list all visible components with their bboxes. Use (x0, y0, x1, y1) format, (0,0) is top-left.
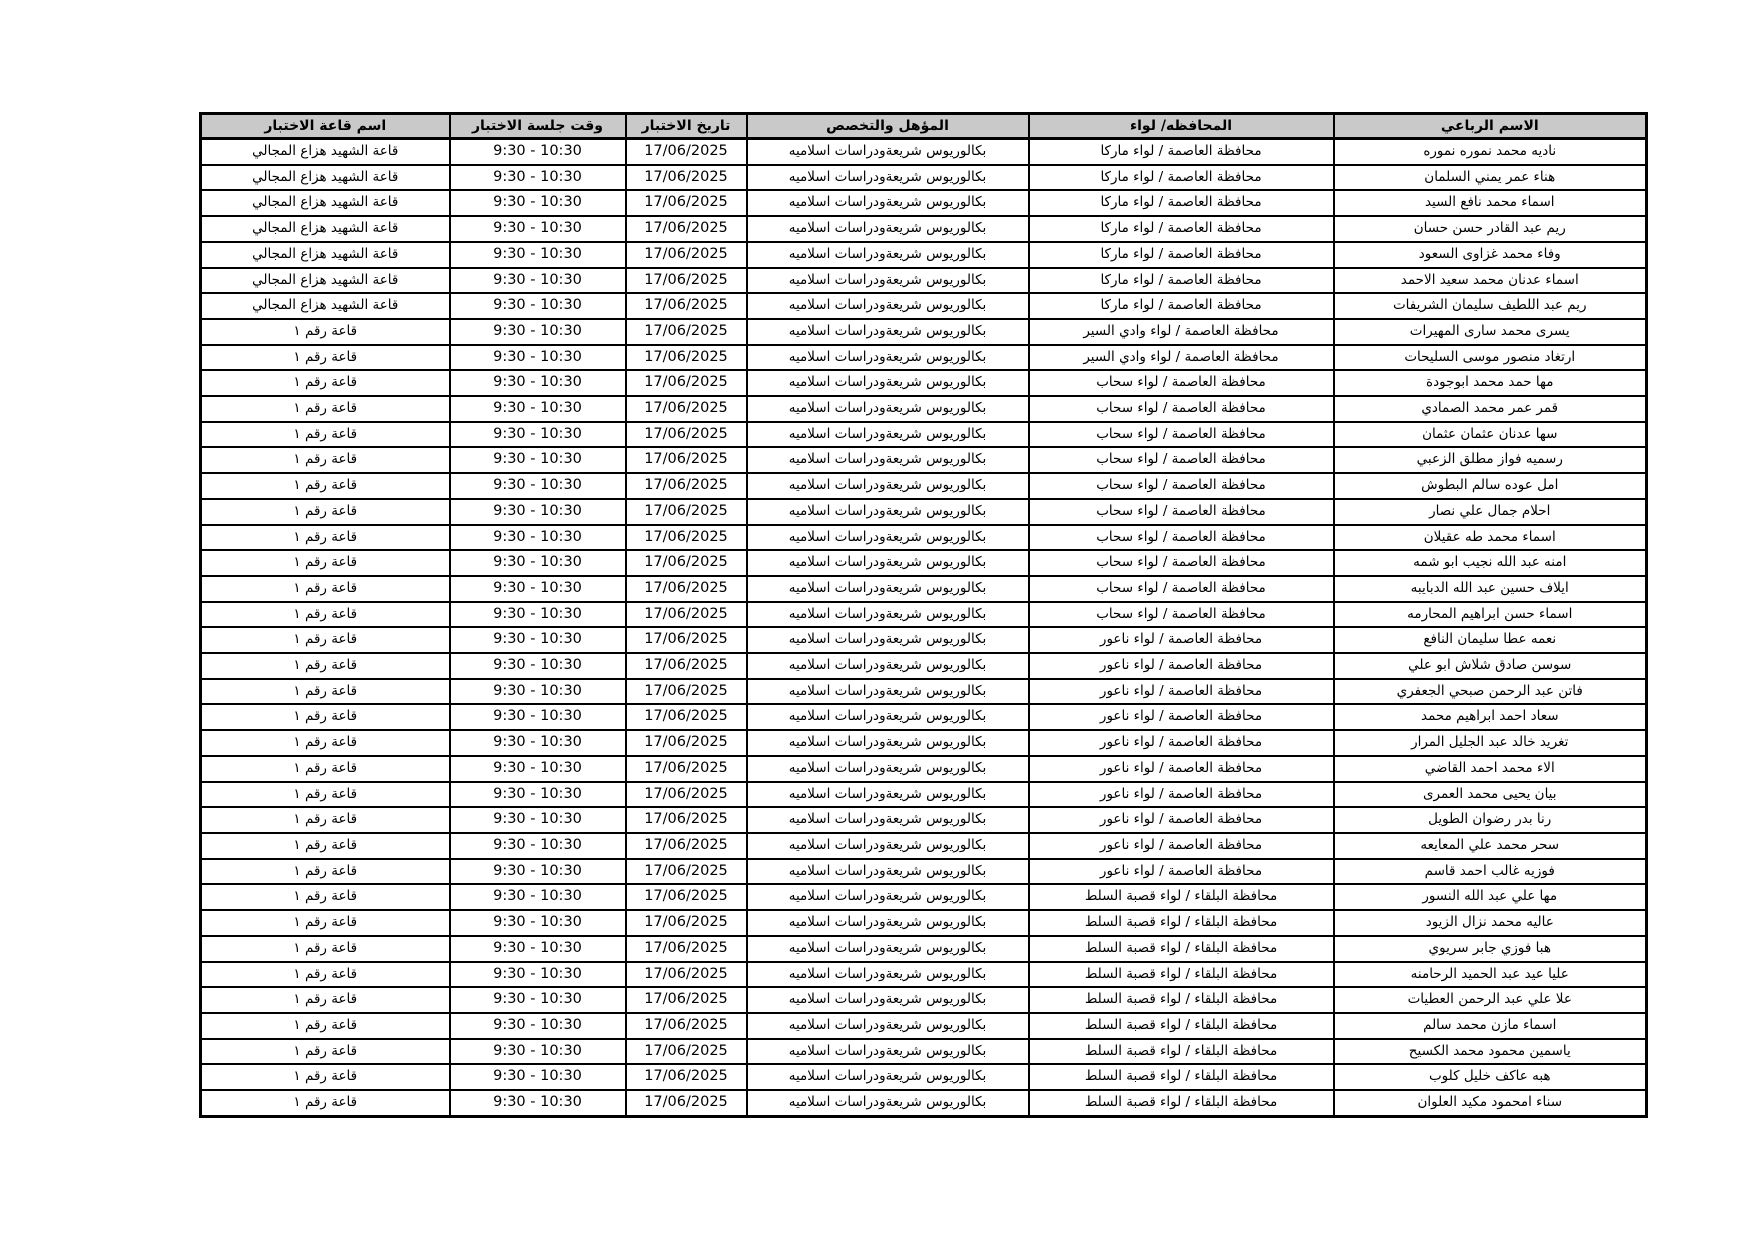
table-row (201, 345, 1647, 371)
cell-exam_time: 9:30 - 10:30 (450, 1090, 626, 1116)
cell-exam_time: 9:30 - 10:30 (450, 216, 626, 242)
cell-exam_hall: قاعة رقم ١ (201, 550, 450, 576)
cell-exam_date: 17/06/2025 (626, 165, 747, 191)
cell-governorate: محافظة البلقاء / لواء قصبة السلط (1029, 1064, 1334, 1090)
cell-governorate: محافظة العاصمة / لواء ماركا (1029, 293, 1334, 319)
cell-qualification: بكالوريوس شريعةودراسات اسلاميه (747, 1039, 1029, 1065)
cell-exam_hall: قاعة رقم ١ (201, 1013, 450, 1039)
cell-governorate: محافظة البلقاء / لواء قصبة السلط (1029, 884, 1334, 910)
cell-governorate: محافظة العاصمة / لواء سحاب (1029, 447, 1334, 473)
cell-governorate: محافظة العاصمة / لواء سحاب (1029, 525, 1334, 551)
cell-governorate: محافظة العاصمة / لواء سحاب (1029, 576, 1334, 602)
cell-exam_date: 17/06/2025 (626, 602, 747, 628)
cell-exam_date: 17/06/2025 (626, 679, 747, 705)
cell-exam_time: 9:30 - 10:30 (450, 1039, 626, 1065)
cell-governorate: محافظة العاصمة / لواء ناعور (1029, 807, 1334, 833)
cell-exam_time: 9:30 - 10:30 (450, 782, 626, 808)
table-row (201, 499, 1647, 525)
cell-exam_date: 17/06/2025 (626, 936, 747, 962)
column-header-governorate: المحافظه/ لواء (1029, 114, 1334, 139)
cell-exam_hall: قاعة رقم ١ (201, 319, 450, 345)
cell-exam_time: 9:30 - 10:30 (450, 1013, 626, 1039)
cell-exam_date: 17/06/2025 (626, 884, 747, 910)
cell-name: سعاد احمد ابراهيم محمد (1334, 704, 1647, 730)
cell-exam_time: 9:30 - 10:30 (450, 833, 626, 859)
cell-qualification: بكالوريوس شريعةودراسات اسلاميه (747, 190, 1029, 216)
cell-qualification: بكالوريوس شريعةودراسات اسلاميه (747, 345, 1029, 371)
cell-governorate: محافظة البلقاء / لواء قصبة السلط (1029, 987, 1334, 1013)
cell-exam_hall: قاعة رقم ١ (201, 987, 450, 1013)
cell-exam_time: 9:30 - 10:30 (450, 627, 626, 653)
cell-governorate: محافظة العاصمة / لواء ماركا (1029, 139, 1334, 165)
cell-name: هبه عاكف خليل كلوب (1334, 1064, 1647, 1090)
cell-exam_date: 17/06/2025 (626, 268, 747, 294)
cell-exam_date: 17/06/2025 (626, 1039, 747, 1065)
cell-qualification: بكالوريوس شريعةودراسات اسلاميه (747, 936, 1029, 962)
table-row (201, 653, 1647, 679)
cell-exam_hall: قاعة رقم ١ (201, 756, 450, 782)
cell-qualification: بكالوريوس شريعةودراسات اسلاميه (747, 782, 1029, 808)
cell-governorate: محافظة العاصمة / لواء سحاب (1029, 422, 1334, 448)
cell-governorate: محافظة العاصمة / لواء ماركا (1029, 190, 1334, 216)
cell-exam_hall: قاعة رقم ١ (201, 370, 450, 396)
cell-governorate: محافظة العاصمة / لواء سحاب (1029, 473, 1334, 499)
table-row (201, 242, 1647, 268)
cell-exam_hall: قاعة الشهيد هزاع المجالي (201, 190, 450, 216)
table-row (201, 165, 1647, 191)
table-row (201, 730, 1647, 756)
cell-name: ياسمين محمود محمد الكسيح (1334, 1039, 1647, 1065)
cell-exam_date: 17/06/2025 (626, 576, 747, 602)
table-row (201, 576, 1647, 602)
cell-exam_time: 9:30 - 10:30 (450, 807, 626, 833)
cell-exam_time: 9:30 - 10:30 (450, 242, 626, 268)
cell-name: ارتغاد منصور موسى السليحات (1334, 345, 1647, 371)
cell-governorate: محافظة العاصمة / لواء ماركا (1029, 242, 1334, 268)
cell-qualification: بكالوريوس شريعةودراسات اسلاميه (747, 756, 1029, 782)
cell-exam_hall: قاعة رقم ١ (201, 345, 450, 371)
cell-exam_hall: قاعة رقم ١ (201, 447, 450, 473)
cell-exam_hall: قاعة رقم ١ (201, 525, 450, 551)
cell-exam_hall: قاعة رقم ١ (201, 1090, 450, 1116)
cell-qualification: بكالوريوس شريعةودراسات اسلاميه (747, 242, 1029, 268)
cell-name: علا علي عبد الرحمن العطيات (1334, 987, 1647, 1013)
table-row (201, 602, 1647, 628)
cell-exam_hall: قاعة رقم ١ (201, 859, 450, 885)
table-row (201, 319, 1647, 345)
cell-name: سحر محمد علي المعايعه (1334, 833, 1647, 859)
table-row (201, 936, 1647, 962)
cell-qualification: بكالوريوس شريعةودراسات اسلاميه (747, 884, 1029, 910)
cell-governorate: محافظة البلقاء / لواء قصبة السلط (1029, 1039, 1334, 1065)
cell-exam_date: 17/06/2025 (626, 345, 747, 371)
cell-governorate: محافظة العاصمة / لواء وادي السير (1029, 345, 1334, 371)
cell-exam_date: 17/06/2025 (626, 319, 747, 345)
cell-exam_time: 9:30 - 10:30 (450, 525, 626, 551)
cell-exam_hall: قاعة رقم ١ (201, 653, 450, 679)
cell-governorate: محافظة البلقاء / لواء قصبة السلط (1029, 1090, 1334, 1116)
cell-qualification: بكالوريوس شريعةودراسات اسلاميه (747, 576, 1029, 602)
cell-exam_date: 17/06/2025 (626, 859, 747, 885)
table-header-row (201, 114, 1647, 139)
cell-name: فاتن عبد الرحمن صبحي الجعفري (1334, 679, 1647, 705)
cell-exam_time: 9:30 - 10:30 (450, 704, 626, 730)
table-row (201, 962, 1647, 988)
cell-name: اسماء مازن محمد سالم (1334, 1013, 1647, 1039)
cell-governorate: محافظة البلقاء / لواء قصبة السلط (1029, 962, 1334, 988)
cell-name: سناء امحمود مكيد العلوان (1334, 1090, 1647, 1116)
cell-exam_time: 9:30 - 10:30 (450, 884, 626, 910)
cell-name: اسماء حسن ابراهيم المحارمه (1334, 602, 1647, 628)
cell-name: سها عدنان عثمان عثمان (1334, 422, 1647, 448)
cell-governorate: محافظة البلقاء / لواء قصبة السلط (1029, 1013, 1334, 1039)
table-row (201, 216, 1647, 242)
cell-exam_date: 17/06/2025 (626, 1064, 747, 1090)
cell-exam_date: 17/06/2025 (626, 396, 747, 422)
column-header-exam_date: تاريخ الاختبار (626, 114, 747, 139)
table-row (201, 884, 1647, 910)
table-row (201, 293, 1647, 319)
cell-exam_time: 9:30 - 10:30 (450, 936, 626, 962)
cell-exam_time: 9:30 - 10:30 (450, 190, 626, 216)
cell-exam_hall: قاعة الشهيد هزاع المجالي (201, 293, 450, 319)
cell-governorate: محافظة العاصمة / لواء ناعور (1029, 833, 1334, 859)
cell-qualification: بكالوريوس شريعةودراسات اسلاميه (747, 807, 1029, 833)
table-row (201, 525, 1647, 551)
cell-name: رسميه فواز مطلق الزعبي (1334, 447, 1647, 473)
cell-exam_hall: قاعة رقم ١ (201, 422, 450, 448)
cell-exam_date: 17/06/2025 (626, 190, 747, 216)
cell-qualification: بكالوريوس شريعةودراسات اسلاميه (747, 910, 1029, 936)
cell-exam_time: 9:30 - 10:30 (450, 293, 626, 319)
cell-qualification: بكالوريوس شريعةودراسات اسلاميه (747, 499, 1029, 525)
cell-exam_time: 9:30 - 10:30 (450, 268, 626, 294)
cell-exam_date: 17/06/2025 (626, 962, 747, 988)
cell-qualification: بكالوريوس شريعةودراسات اسلاميه (747, 473, 1029, 499)
cell-governorate: محافظة العاصمة / لواء ناعور (1029, 782, 1334, 808)
cell-exam_date: 17/06/2025 (626, 139, 747, 165)
cell-exam_date: 17/06/2025 (626, 293, 747, 319)
table-row (201, 1090, 1647, 1116)
table-row (201, 447, 1647, 473)
cell-qualification: بكالوريوس شريعةودراسات اسلاميه (747, 216, 1029, 242)
cell-governorate: محافظة العاصمة / لواء ناعور (1029, 679, 1334, 705)
cell-exam_date: 17/06/2025 (626, 730, 747, 756)
cell-qualification: بكالوريوس شريعةودراسات اسلاميه (747, 1064, 1029, 1090)
column-header-name: الاسم الرباعي (1334, 114, 1647, 139)
cell-qualification: بكالوريوس شريعةودراسات اسلاميه (747, 165, 1029, 191)
cell-exam_hall: قاعة رقم ١ (201, 936, 450, 962)
column-header-qualification: المؤهل والتخصص (747, 114, 1029, 139)
table-row (201, 782, 1647, 808)
cell-exam_hall: قاعة رقم ١ (201, 910, 450, 936)
cell-qualification: بكالوريوس شريعةودراسات اسلاميه (747, 627, 1029, 653)
cell-exam_hall: قاعة رقم ١ (201, 962, 450, 988)
cell-exam_date: 17/06/2025 (626, 704, 747, 730)
cell-governorate: محافظة البلقاء / لواء قصبة السلط (1029, 936, 1334, 962)
cell-qualification: بكالوريوس شريعةودراسات اسلاميه (747, 730, 1029, 756)
cell-exam_date: 17/06/2025 (626, 370, 747, 396)
table-row (201, 833, 1647, 859)
cell-governorate: محافظة العاصمة / لواء سحاب (1029, 499, 1334, 525)
cell-qualification: بكالوريوس شريعةودراسات اسلاميه (747, 447, 1029, 473)
cell-exam_hall: قاعة الشهيد هزاع المجالي (201, 242, 450, 268)
cell-name: امنه عبد الله نجيب ابو شمه (1334, 550, 1647, 576)
cell-qualification: بكالوريوس شريعةودراسات اسلاميه (747, 370, 1029, 396)
table-row (201, 1039, 1647, 1065)
cell-exam_hall: قاعة رقم ١ (201, 1064, 450, 1090)
cell-exam_date: 17/06/2025 (626, 627, 747, 653)
cell-governorate: محافظة العاصمة / لواء ناعور (1029, 704, 1334, 730)
cell-exam_hall: قاعة رقم ١ (201, 1039, 450, 1065)
cell-exam_time: 9:30 - 10:30 (450, 499, 626, 525)
cell-exam_date: 17/06/2025 (626, 1090, 747, 1116)
cell-governorate: محافظة العاصمة / لواء سحاب (1029, 370, 1334, 396)
cell-name: احلام جمال علي نصار (1334, 499, 1647, 525)
cell-qualification: بكالوريوس شريعةودراسات اسلاميه (747, 859, 1029, 885)
cell-governorate: محافظة العاصمة / لواء وادي السير (1029, 319, 1334, 345)
cell-qualification: بكالوريوس شريعةودراسات اسلاميه (747, 268, 1029, 294)
cell-exam_time: 9:30 - 10:30 (450, 962, 626, 988)
cell-exam_time: 9:30 - 10:30 (450, 422, 626, 448)
cell-governorate: محافظة العاصمة / لواء ناعور (1029, 859, 1334, 885)
cell-qualification: بكالوريوس شريعةودراسات اسلاميه (747, 833, 1029, 859)
cell-exam_time: 9:30 - 10:30 (450, 319, 626, 345)
table-body (201, 139, 1647, 1117)
table-row (201, 987, 1647, 1013)
cell-name: هناء عمر يمني السلمان (1334, 165, 1647, 191)
cell-exam_time: 9:30 - 10:30 (450, 859, 626, 885)
cell-governorate: محافظة العاصمة / لواء سحاب (1029, 550, 1334, 576)
cell-exam_time: 9:30 - 10:30 (450, 679, 626, 705)
cell-qualification: بكالوريوس شريعةودراسات اسلاميه (747, 1090, 1029, 1116)
cell-exam_hall: قاعة رقم ١ (201, 627, 450, 653)
cell-exam_time: 9:30 - 10:30 (450, 447, 626, 473)
cell-exam_date: 17/06/2025 (626, 525, 747, 551)
cell-exam_hall: قاعة رقم ١ (201, 833, 450, 859)
cell-exam_date: 17/06/2025 (626, 499, 747, 525)
cell-qualification: بكالوريوس شريعةودراسات اسلاميه (747, 319, 1029, 345)
table-row (201, 473, 1647, 499)
cell-name: مها حمد محمد ابوجودة (1334, 370, 1647, 396)
table-row (201, 807, 1647, 833)
table-row (201, 704, 1647, 730)
cell-governorate: محافظة العاصمة / لواء ماركا (1029, 165, 1334, 191)
cell-exam_hall: قاعة الشهيد هزاع المجالي (201, 216, 450, 242)
cell-exam_hall: قاعة رقم ١ (201, 807, 450, 833)
cell-name: بيان يحيى محمد العمرى (1334, 782, 1647, 808)
cell-exam_time: 9:30 - 10:30 (450, 473, 626, 499)
cell-name: هبا فوزي جابر سريوي (1334, 936, 1647, 962)
cell-exam_date: 17/06/2025 (626, 1013, 747, 1039)
table-row (201, 139, 1647, 165)
cell-exam_hall: قاعة رقم ١ (201, 473, 450, 499)
cell-exam_hall: قاعة رقم ١ (201, 396, 450, 422)
column-header-exam_hall: اسم قاعة الاختبار (201, 114, 450, 139)
cell-exam_time: 9:30 - 10:30 (450, 370, 626, 396)
table-row (201, 627, 1647, 653)
cell-governorate: محافظة العاصمة / لواء ناعور (1029, 653, 1334, 679)
cell-exam_time: 9:30 - 10:30 (450, 396, 626, 422)
cell-qualification: بكالوريوس شريعةودراسات اسلاميه (747, 139, 1029, 165)
cell-exam_hall: قاعة رقم ١ (201, 704, 450, 730)
cell-exam_time: 9:30 - 10:30 (450, 602, 626, 628)
cell-name: فوزيه غالب احمد قاسم (1334, 859, 1647, 885)
cell-name: ريم عبد اللطيف سليمان الشريفات (1334, 293, 1647, 319)
cell-name: وفاء محمد غزاوى السعود (1334, 242, 1647, 268)
cell-governorate: محافظة العاصمة / لواء سحاب (1029, 602, 1334, 628)
cell-governorate: محافظة العاصمة / لواء ماركا (1029, 268, 1334, 294)
cell-exam_date: 17/06/2025 (626, 216, 747, 242)
cell-exam_date: 17/06/2025 (626, 910, 747, 936)
exam-schedule-table (199, 112, 1648, 1118)
cell-name: الاء محمد احمد القاضي (1334, 756, 1647, 782)
cell-governorate: محافظة العاصمة / لواء ناعور (1029, 756, 1334, 782)
cell-governorate: محافظة العاصمة / لواء ناعور (1029, 627, 1334, 653)
cell-name: نعمه عطا سليمان النافع (1334, 627, 1647, 653)
cell-exam_date: 17/06/2025 (626, 653, 747, 679)
cell-exam_time: 9:30 - 10:30 (450, 1064, 626, 1090)
cell-exam_date: 17/06/2025 (626, 987, 747, 1013)
table-row (201, 756, 1647, 782)
cell-exam_hall: قاعة الشهيد هزاع المجالي (201, 139, 450, 165)
cell-governorate: محافظة العاصمة / لواء سحاب (1029, 396, 1334, 422)
cell-qualification: بكالوريوس شريعةودراسات اسلاميه (747, 525, 1029, 551)
cell-exam_date: 17/06/2025 (626, 756, 747, 782)
cell-exam_date: 17/06/2025 (626, 422, 747, 448)
cell-exam_hall: قاعة الشهيد هزاع المجالي (201, 165, 450, 191)
cell-name: اسماء محمد نافع السيد (1334, 190, 1647, 216)
cell-name: قمر عمر محمد الصمادي (1334, 396, 1647, 422)
cell-name: سوسن صادق شلاش ابو علي (1334, 653, 1647, 679)
cell-exam_time: 9:30 - 10:30 (450, 576, 626, 602)
cell-exam_date: 17/06/2025 (626, 550, 747, 576)
cell-exam_time: 9:30 - 10:30 (450, 653, 626, 679)
cell-exam_time: 9:30 - 10:30 (450, 139, 626, 165)
table-row (201, 1013, 1647, 1039)
cell-exam_hall: قاعة رقم ١ (201, 884, 450, 910)
cell-qualification: بكالوريوس شريعةودراسات اسلاميه (747, 396, 1029, 422)
cell-name: اسماء محمد طه عقيلان (1334, 525, 1647, 551)
cell-exam_time: 9:30 - 10:30 (450, 756, 626, 782)
cell-name: مها علي عبد الله النسور (1334, 884, 1647, 910)
cell-exam_hall: قاعة رقم ١ (201, 730, 450, 756)
cell-exam_hall: قاعة رقم ١ (201, 602, 450, 628)
cell-name: امل عوده سالم البطوش (1334, 473, 1647, 499)
table-row (201, 190, 1647, 216)
cell-qualification: بكالوريوس شريعةودراسات اسلاميه (747, 422, 1029, 448)
cell-exam_time: 9:30 - 10:30 (450, 165, 626, 191)
table-row (201, 1064, 1647, 1090)
cell-name: ناديه محمد نموره نموره (1334, 139, 1647, 165)
table-row (201, 268, 1647, 294)
table-row (201, 910, 1647, 936)
cell-name: ايلاف حسين عبد الله الدبايبه (1334, 576, 1647, 602)
cell-qualification: بكالوريوس شريعةودراسات اسلاميه (747, 550, 1029, 576)
table-row (201, 422, 1647, 448)
cell-exam_date: 17/06/2025 (626, 447, 747, 473)
cell-name: ريم عبد القادر حسن حسان (1334, 216, 1647, 242)
cell-exam_hall: قاعة رقم ١ (201, 679, 450, 705)
cell-qualification: بكالوريوس شريعةودراسات اسلاميه (747, 653, 1029, 679)
cell-governorate: محافظة العاصمة / لواء ماركا (1029, 216, 1334, 242)
cell-exam_time: 9:30 - 10:30 (450, 550, 626, 576)
table-row (201, 370, 1647, 396)
cell-exam_date: 17/06/2025 (626, 833, 747, 859)
cell-exam_date: 17/06/2025 (626, 242, 747, 268)
table-row (201, 679, 1647, 705)
cell-exam_date: 17/06/2025 (626, 782, 747, 808)
table-row (201, 396, 1647, 422)
table-row (201, 550, 1647, 576)
cell-exam_time: 9:30 - 10:30 (450, 345, 626, 371)
cell-exam_hall: قاعة رقم ١ (201, 499, 450, 525)
cell-governorate: محافظة البلقاء / لواء قصبة السلط (1029, 910, 1334, 936)
cell-exam_hall: قاعة رقم ١ (201, 576, 450, 602)
cell-exam_time: 9:30 - 10:30 (450, 910, 626, 936)
cell-qualification: بكالوريوس شريعةودراسات اسلاميه (747, 1013, 1029, 1039)
cell-qualification: بكالوريوس شريعةودراسات اسلاميه (747, 962, 1029, 988)
cell-name: يسرى محمد سارى المهيرات (1334, 319, 1647, 345)
cell-exam_date: 17/06/2025 (626, 807, 747, 833)
cell-exam_hall: قاعة رقم ١ (201, 782, 450, 808)
cell-governorate: محافظة العاصمة / لواء ناعور (1029, 730, 1334, 756)
cell-exam_date: 17/06/2025 (626, 473, 747, 499)
cell-exam_time: 9:30 - 10:30 (450, 730, 626, 756)
cell-name: رنا بدر رضوان الطويل (1334, 807, 1647, 833)
cell-name: اسماء عدنان محمد سعيد الاحمد (1334, 268, 1647, 294)
cell-qualification: بكالوريوس شريعةودراسات اسلاميه (747, 602, 1029, 628)
cell-qualification: بكالوريوس شريعةودراسات اسلاميه (747, 704, 1029, 730)
cell-name: عاليه محمد نزال الزيود (1334, 910, 1647, 936)
cell-qualification: بكالوريوس شريعةودراسات اسلاميه (747, 987, 1029, 1013)
cell-exam_hall: قاعة الشهيد هزاع المجالي (201, 268, 450, 294)
cell-exam_time: 9:30 - 10:30 (450, 987, 626, 1013)
table-row (201, 859, 1647, 885)
cell-name: عليا عيد عبد الحميد الرحامنه (1334, 962, 1647, 988)
cell-qualification: بكالوريوس شريعةودراسات اسلاميه (747, 679, 1029, 705)
cell-qualification: بكالوريوس شريعةودراسات اسلاميه (747, 293, 1029, 319)
column-header-exam_time: وقت جلسة الاختبار (450, 114, 626, 139)
cell-name: تغريد خالد عبد الجليل المرار (1334, 730, 1647, 756)
